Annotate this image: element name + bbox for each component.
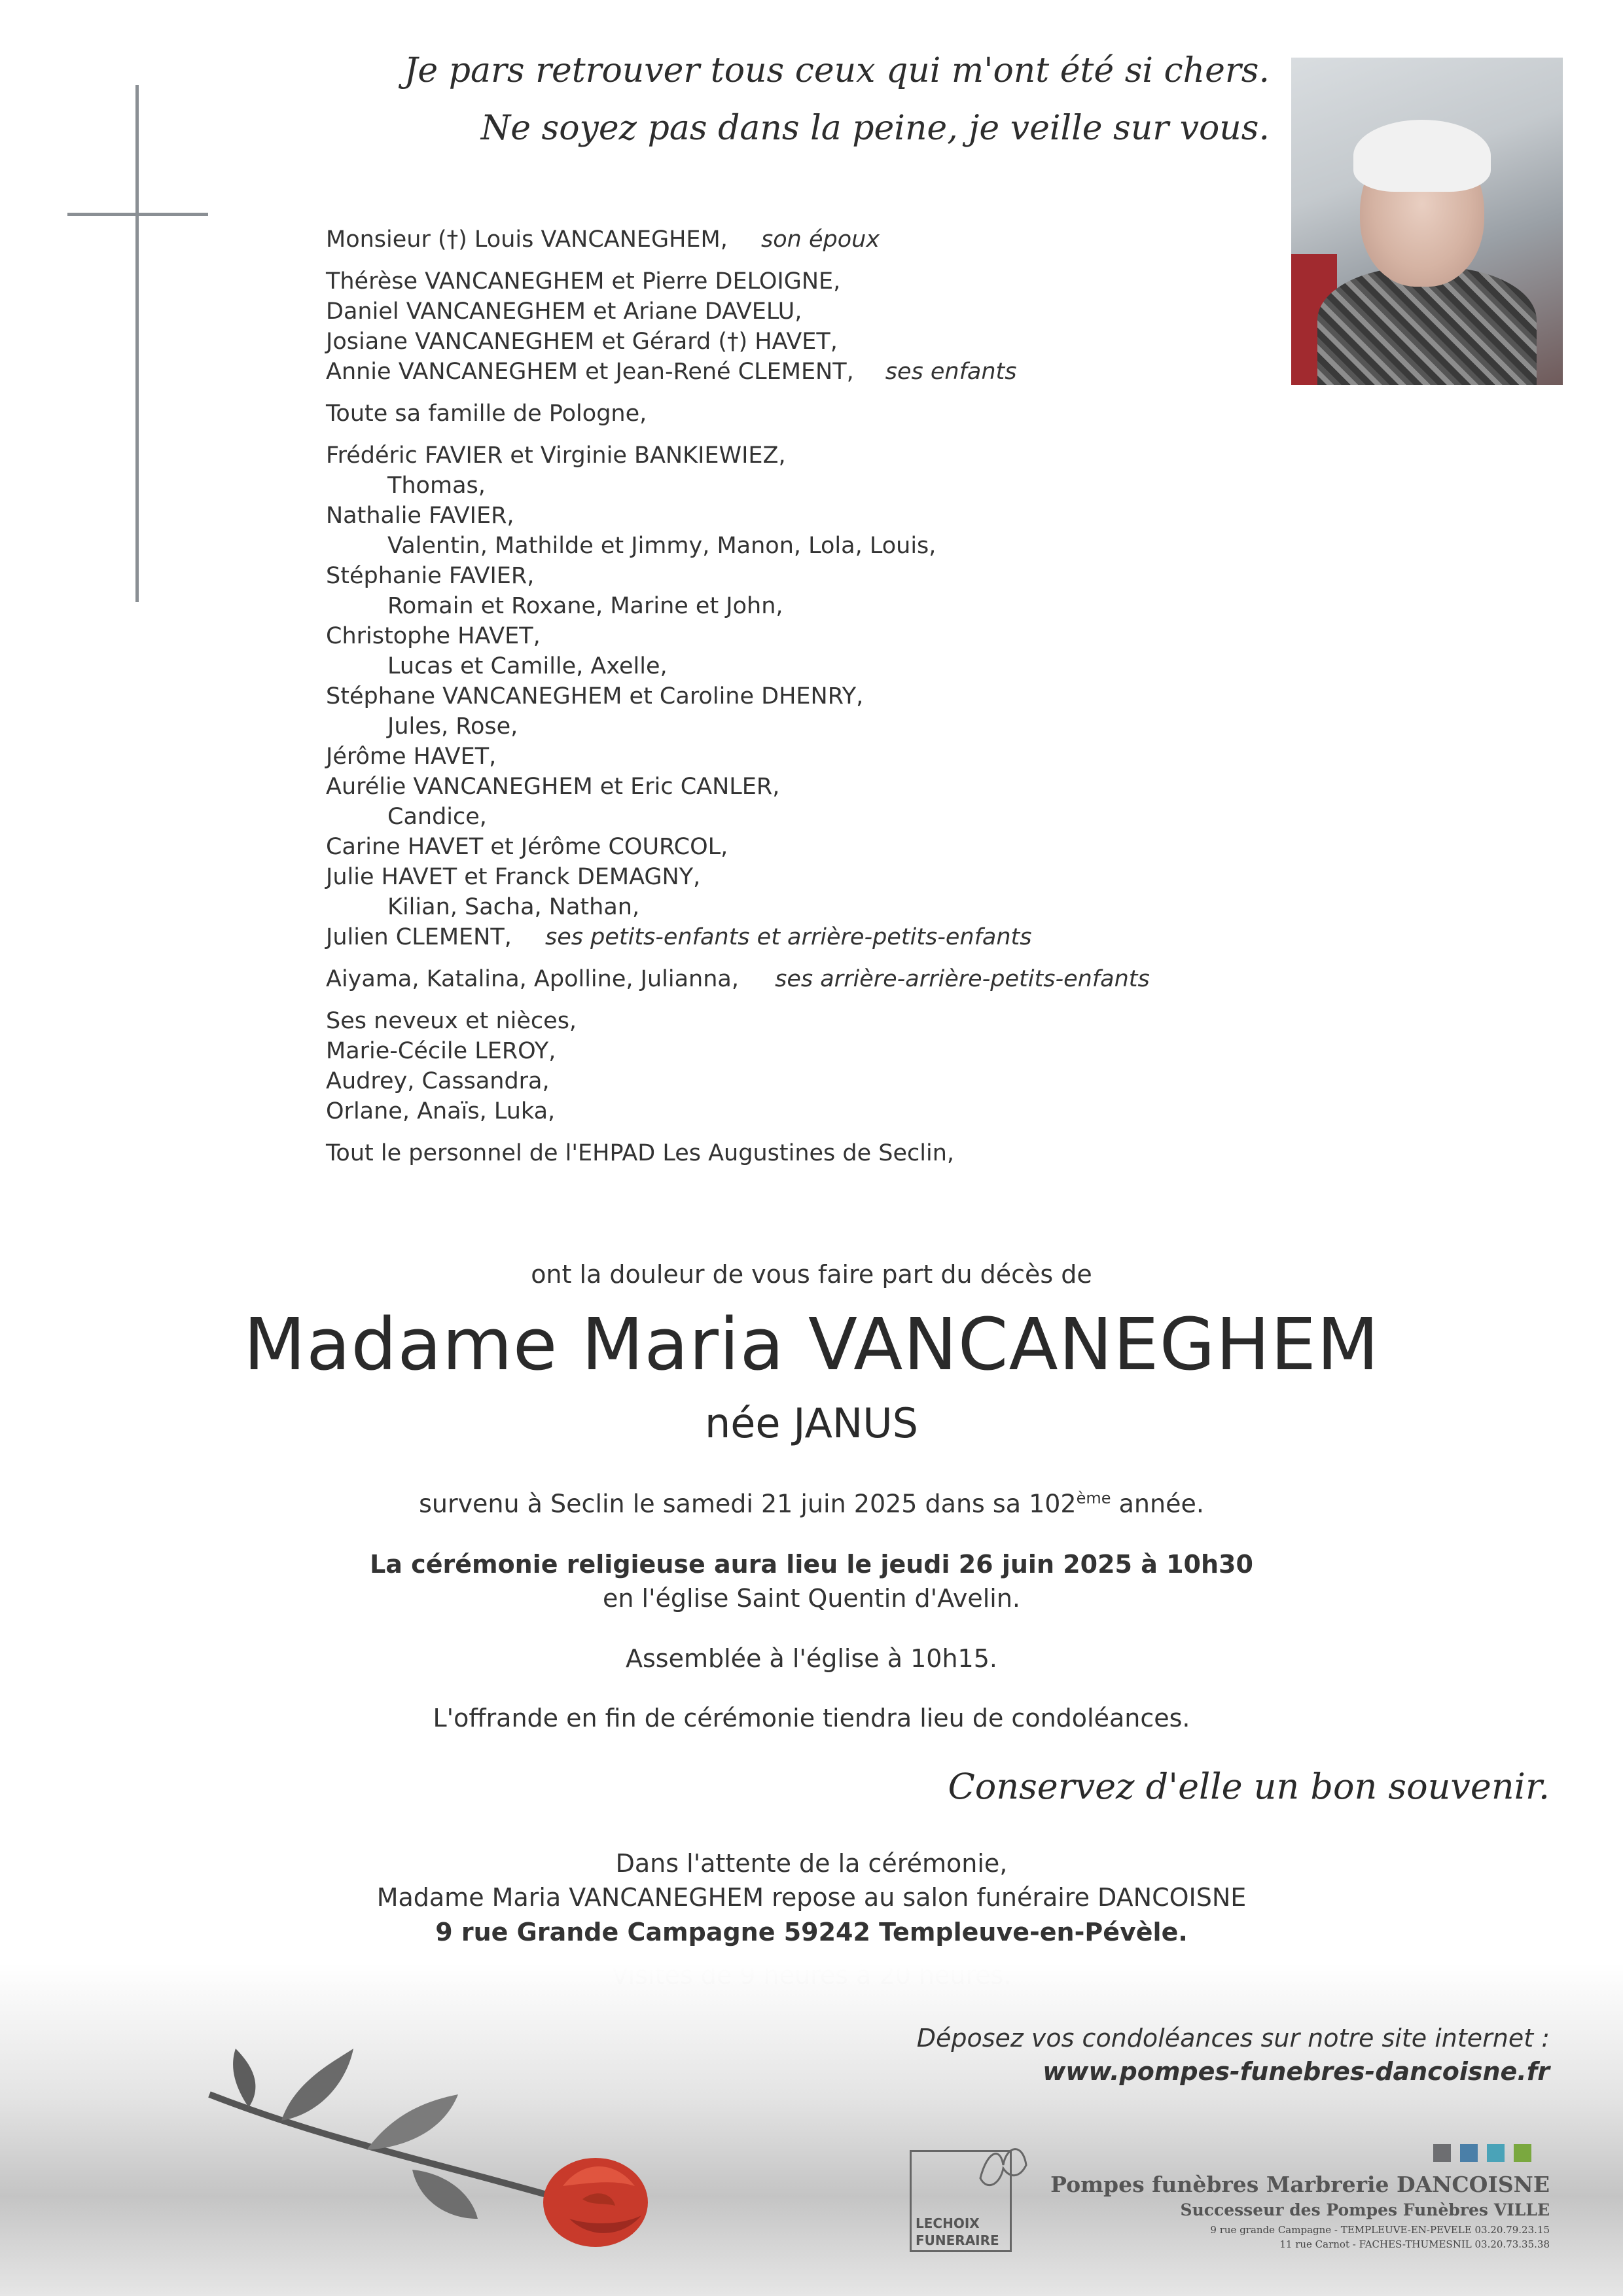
lechoix-funeraire-logo [910, 2150, 1012, 2252]
color-square [1433, 2144, 1451, 2162]
condolences-label: Déposez vos condoléances sur notre site internet : [916, 2024, 1550, 2053]
grandchild-row: Frédéric FAVIER et Virginie BANKIEWIEZ, [326, 442, 786, 469]
nephew-row: Audrey, Cassandra, [326, 1068, 550, 1094]
spouse-name: Monsieur (†) Louis VANCANEGHEM, [326, 226, 728, 253]
child-row [326, 266, 1150, 296]
company-name: Pompes funèbres Marbrerie DANCOISNE [1050, 2172, 1550, 2197]
child-row [326, 327, 1150, 357]
condolences-url[interactable]: www.pompes-funebres-dancoisne.fr [1043, 2057, 1550, 2086]
company-address-2: 11 rue Carnot - FACHES-THUMESNIL 03.20.73.35.38 [1279, 2238, 1550, 2250]
nephews-block [326, 1006, 1150, 1126]
visit-line-2: Madame Maria VANCANEGHEM repose au salon funéraire DANCOISNE [376, 1883, 1247, 1912]
brand-color-squares [1433, 2144, 1531, 2162]
nephew-row: Ses neveux et nièces, [326, 1008, 577, 1034]
quote-line-2: Ne soyez pas dans la peine, je veille sur vous. [480, 109, 1270, 148]
souvenir-line: Conservez d'elle un bon souvenir. [948, 1766, 1550, 1807]
child-row [326, 296, 1150, 327]
grandchild-row: Thomas, [387, 473, 486, 499]
deceased-name: Madame Maria VANCANEGHEM [243, 1302, 1380, 1386]
nephew-row: Orlane, Anaïs, Luka, [326, 1098, 556, 1124]
logo-text-1: LECHOIX [916, 2215, 980, 2231]
great-great-names: Aiyama, Katalina, Apolline, Julianna, [326, 966, 739, 992]
rose-illustration [196, 2022, 785, 2284]
butterfly-icon [974, 2139, 1033, 2198]
grandchild-row: Lucas et Camille, Axelle, [387, 653, 668, 679]
death-sup: ème [1076, 1489, 1111, 1507]
company-successor: Successeur des Pompes Funèbres VILLE [1180, 2200, 1550, 2219]
death-text: survenu à Seclin le samedi 21 juin 2025 dans sa 102 [419, 1489, 1077, 1518]
color-square [1460, 2144, 1478, 2162]
church-line: en l'église Saint Quentin d'Avelin. [602, 1584, 1020, 1613]
child-name: Daniel VANCANEGHEM et Ariane DAVELU, [326, 298, 802, 325]
spouse-role: son époux [761, 226, 880, 253]
color-square [1487, 2144, 1505, 2162]
children-block [326, 266, 1150, 387]
quote-line-1: Je pars retrouver tous ceux qui m'ont été si chers. [404, 51, 1270, 90]
assembly-line: Assemblée à l'église à 10h15. [626, 1644, 997, 1673]
grandchild-row: Stéphanie FAVIER, [326, 563, 535, 589]
child-name: Josiane VANCANEGHEM et Gérard (†) HAVET, [326, 329, 838, 355]
grandchild-row: Aurélie VANCANEGHEM et Eric CANLER, [326, 774, 780, 800]
logo-text-2: FUNERAIRE [916, 2233, 999, 2248]
child-name: Thérèse VANCANEGHEM et Pierre DELOIGNE, [326, 268, 841, 295]
grandchild-row: Jules, Rose, [387, 713, 518, 740]
grandchild-row: Nathalie FAVIER, [326, 503, 514, 529]
great-great-role: ses arrière-arrière-petits-enfants [775, 966, 1150, 992]
grandchild-row: Jérôme HAVET, [326, 744, 497, 770]
grandchild-row: Julie HAVET et Franck DEMAGNY, [326, 864, 701, 890]
grandchildren-block [326, 440, 1150, 922]
grandchild-row: Carine HAVET et Jérôme COURCOL, [326, 834, 728, 860]
offering-line: L'offrande en fin de cérémonie tiendra lieu de condoléances. [433, 1704, 1190, 1732]
grandchild-row: Romain et Roxane, Marine et John, [387, 593, 783, 619]
nephew-row: Marie-Cécile LEROY, [326, 1038, 556, 1064]
visit-address: 9 rue Grande Campagne 59242 Templeuve-en-Pévèle. [435, 1918, 1188, 1946]
grandchild-row: Kilian, Sacha, Nathan, [387, 894, 640, 920]
family-list [326, 224, 1150, 1168]
grandchild-last: Julien CLEMENT, [326, 924, 512, 950]
company-address-1: 9 rue grande Campagne - TEMPLEUVE-EN-PEVELE 03.20.79.23.15 [1210, 2224, 1550, 2236]
spouse-row [326, 224, 1150, 255]
maiden-name: née JANUS [704, 1399, 918, 1447]
grandchild-row: Stéphane VANCANEGHEM et Caroline DHENRY, [326, 683, 864, 709]
children-role: ses enfants [885, 359, 1017, 385]
ceremony-line: La cérémonie religieuse aura lieu le jeudi 26 juin 2025 à 10h30 [370, 1550, 1253, 1579]
color-square [1514, 2144, 1531, 2162]
grandchild-row: Christophe HAVET, [326, 623, 541, 649]
child-name: Annie VANCANEGHEM et Jean-René CLEMENT, [326, 359, 854, 385]
portrait-photo [1291, 58, 1563, 385]
great-great-row [326, 964, 1150, 994]
announcement-intro: ont la douleur de vous faire part du décès de [531, 1260, 1092, 1289]
poland-family: Toute sa famille de Pologne, [326, 401, 647, 427]
cross-horizontal-bar [67, 213, 208, 216]
cross-vertical-bar [135, 85, 139, 602]
grandchild-row: Candice, [387, 804, 487, 830]
grandchildren-last-row [326, 922, 1150, 952]
grandchildren-role: ses petits-enfants et arrière-petits-enfants [545, 924, 1032, 950]
grandchild-row: Valentin, Mathilde et Jimmy, Manon, Lola, Louis, [387, 533, 936, 559]
staff-row: Tout le personnel de l'EHPAD Les Augustines de Seclin, [326, 1140, 955, 1166]
child-row [326, 357, 1150, 387]
death-line [0, 1489, 1623, 1518]
death-text-end: année. [1111, 1489, 1204, 1518]
visit-line-1: Dans l'attente de la cérémonie, [615, 1849, 1008, 1878]
